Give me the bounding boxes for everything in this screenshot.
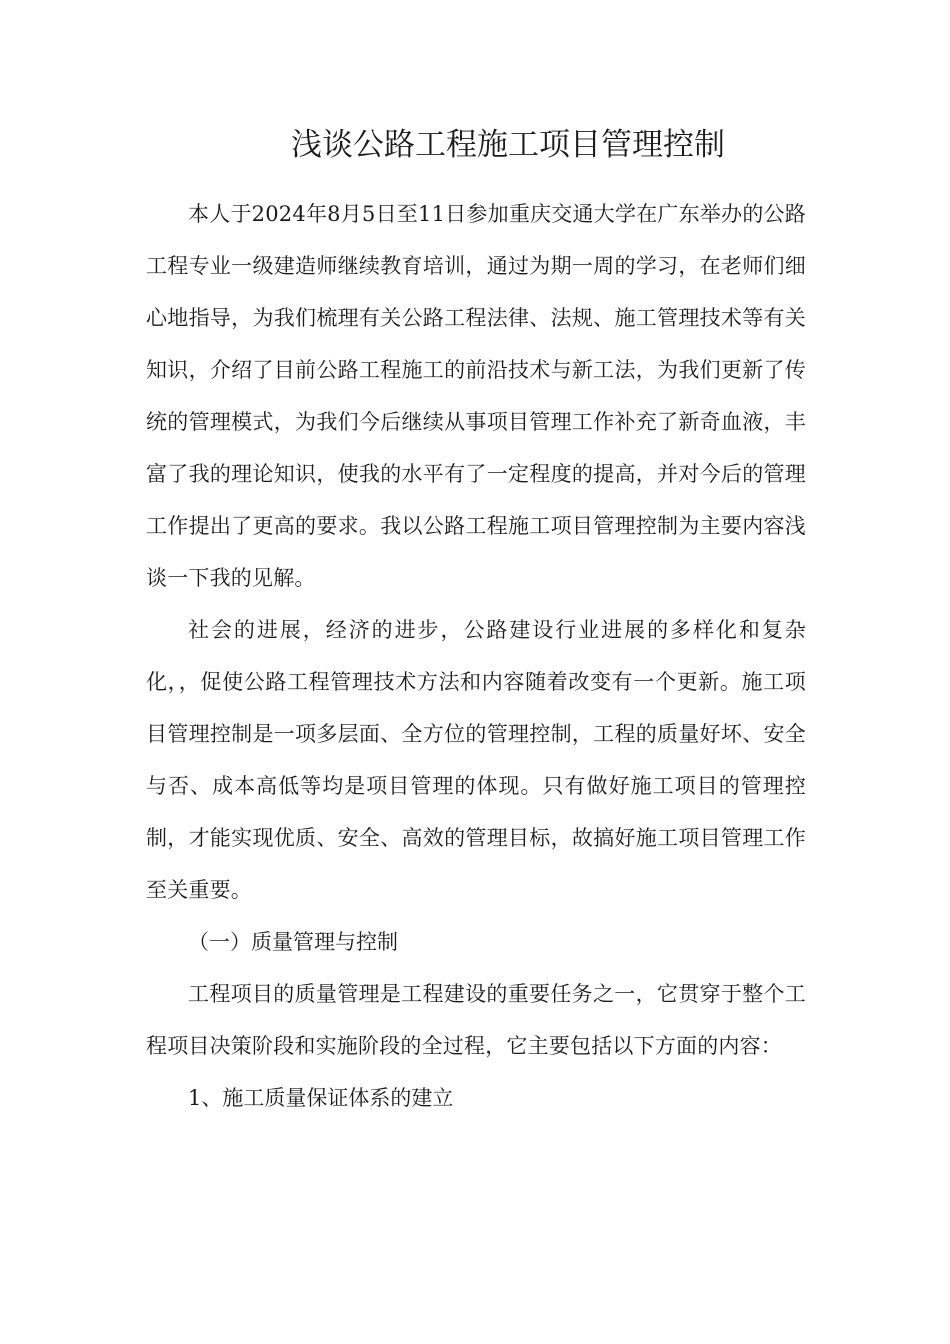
- paragraph-quality: 工程项目的质量管理是工程建设的重要任务之一，它贯穿于整个工程项目决策阶段和实施阶段的全过程，它主要包括以下方面的内容：: [146, 982, 806, 1058]
- document-title: 浅谈公路工程施工项目管理控制: [291, 127, 725, 163]
- section-heading-quality: （一）质量管理与控制: [188, 930, 398, 954]
- paragraph-background: 社会的进展，经济的进步，公路建设行业进展的多样化和复杂化，，促使公路工程管理技术方法和内容随着改变有一个更新。施工项目管理控制是一项多层面、全方位的管理控制，工程的质量好坏、安全与否、成本高低等均是项目管理的体现。只有做好施工项目的管理控制，才能实现优质、安全、高效的管理目标，故搞好施工项目管理工作至关重要。: [146, 618, 806, 902]
- document-body: [146, 188, 806, 1124]
- paragraph-intro: 本人于2024年8月5日至11日参加重庆交通大学在广东举办的公路工程专业一级建造师继续教育培训，通过为期一周的学习，在老师们细心地指导，为我们梳理有关公路工程法律、法规、施工管理技术等有关知识，介绍了目前公路工程施工的前沿技术与新工法，为我们更新了传统的管理模式，为我们今后继续从事项目管理工作补充了新奇血液，丰富了我的理论知识，使我的水平有了一定程度的提高，并对今后的管理工作提出了更高的要求。我以公路工程施工项目管理控制为主要内容浅谈一下我的见解。: [146, 202, 806, 590]
- sub-heading-quality-system: 1、施工质量保证体系的建立: [188, 1086, 454, 1110]
